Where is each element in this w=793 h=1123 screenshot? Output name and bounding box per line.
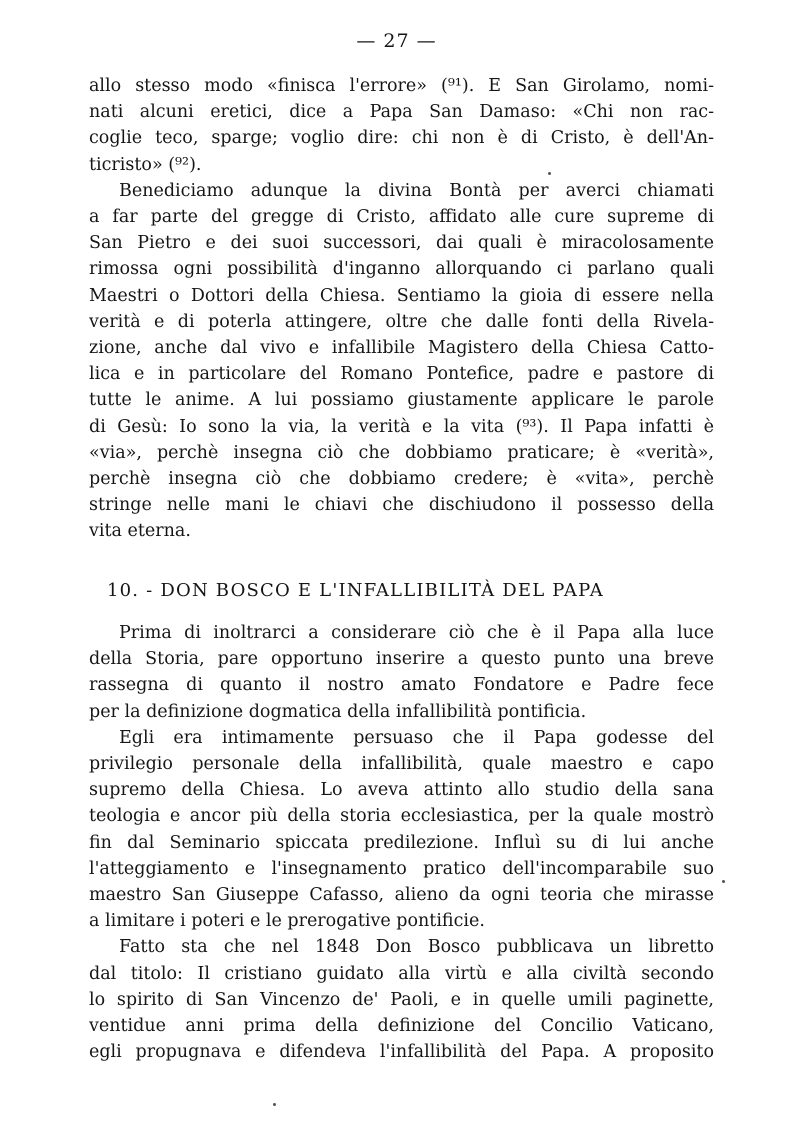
text-line: tutte le anime. A lui possiamo giustamente applicare le parole <box>89 390 714 411</box>
text-line: ticristo» (⁹²). <box>89 154 202 175</box>
text-line: supremo della Chiesa. Lo aveva attinto allo studio della sana <box>89 780 714 801</box>
text-line: rassegna di quanto il nostro amato Fondatore e Padre fece <box>89 675 714 696</box>
text-line: a limitare i poteri e le prerogative pontificie. <box>89 911 485 932</box>
text-line: nati alcuni eretici, dice a Papa San Damaso: «Chi non rac- <box>89 102 714 123</box>
text-line: rimossa ogni possibilità d'inganno allorquando ci parlano quali <box>89 259 714 280</box>
paragraph-first-line: Benediciamo adunque la divina Bontà per averci chiamati <box>119 180 714 201</box>
page-number: — 27 — <box>356 30 437 52</box>
body-text-section-2 <box>89 620 714 1065</box>
text-line: lo spirito di San Vincenzo de' Paoli, e in quelle umili paginette, <box>89 989 714 1010</box>
text-line: perchè insegna ciò che dobbiamo credere; è «vita», perchè <box>89 469 714 490</box>
text-line: l'atteggiamento e l'insegnamento pratico dell'incomparabile suo <box>89 858 714 879</box>
text-line: per la definizione dogmatica della infallibilità pontificia. <box>89 701 587 722</box>
print-speck <box>273 1103 276 1106</box>
print-speck <box>722 880 725 883</box>
text-line: ventidue anni prima della definizione del Concilio Vaticano, <box>89 1016 714 1037</box>
text-line: allo stesso modo «finisca l'errore» (⁹¹). E San Girolamo, nomi- <box>89 76 714 96</box>
text-line: zione, anche dal vivo e infallibile Magistero della Chiesa Catto- <box>89 338 714 359</box>
text-line: lica e in particolare del Romano Pontefice, padre e pastore di <box>89 364 714 385</box>
text-line: teologia e ancor più della storia ecclesiastica, per la quale mostrò <box>89 806 714 827</box>
paragraph-first-line: Egli era intimamente persuaso che il Papa godesse del <box>119 727 714 748</box>
text-line: stringe nelle mani le chiavi che dischiudono il possesso della <box>89 495 714 516</box>
text-line: a far parte del gregge di Cristo, affidato alle cure supreme di <box>89 207 714 228</box>
text-line: maestro San Giuseppe Cafasso, alieno da ogni teoria che mirasse <box>89 885 714 906</box>
text-line: privilegio personale della infallibilità, quale maestro e capo <box>89 754 714 775</box>
text-line: dal titolo: Il cristiano guidato alla virtù e alla civiltà secondo <box>89 963 714 984</box>
text-line: della Storia, pare opportuno inserire a questo punto una breve <box>89 649 714 670</box>
text-line: vita eterna. <box>89 521 191 542</box>
text-line: di Gesù: Io sono la via, la verità e la vita (⁹³). Il Papa infatti è <box>89 416 714 437</box>
text-line: fin dal Seminario spiccata predilezione. Influì su di lui anche <box>89 832 714 853</box>
paragraph-first-line: Prima di inoltrarci a considerare ciò che è il Papa alla luce <box>119 623 714 643</box>
text-line: coglie teco, sparge; voglio dire: chi non è di Cristo, è dell'An- <box>89 128 714 149</box>
text-line: Maestri o Dottori della Chiesa. Sentiamo la gioia di essere nella <box>89 285 714 306</box>
text-line: San Pietro e dei suoi successori, dai quali è miracolosamente <box>89 233 714 254</box>
text-line: verità e di poterla attingere, oltre che dalle fonti della Rivela- <box>89 311 714 332</box>
body-text-section-1 <box>89 73 714 545</box>
print-speck <box>548 172 551 175</box>
paragraph-first-line: Fatto sta che nel 1848 Don Bosco pubblicava un libretto <box>119 937 714 958</box>
text-line: egli propugnava e difendeva l'infallibilità del Papa. A proposito <box>89 1042 714 1063</box>
text-line: «via», perchè insegna ciò che dobbiamo praticare; è «verità», <box>89 442 714 463</box>
section-heading: 10. - DON BOSCO E L'INFALLIBILITÀ DEL PAPA <box>107 580 604 601</box>
